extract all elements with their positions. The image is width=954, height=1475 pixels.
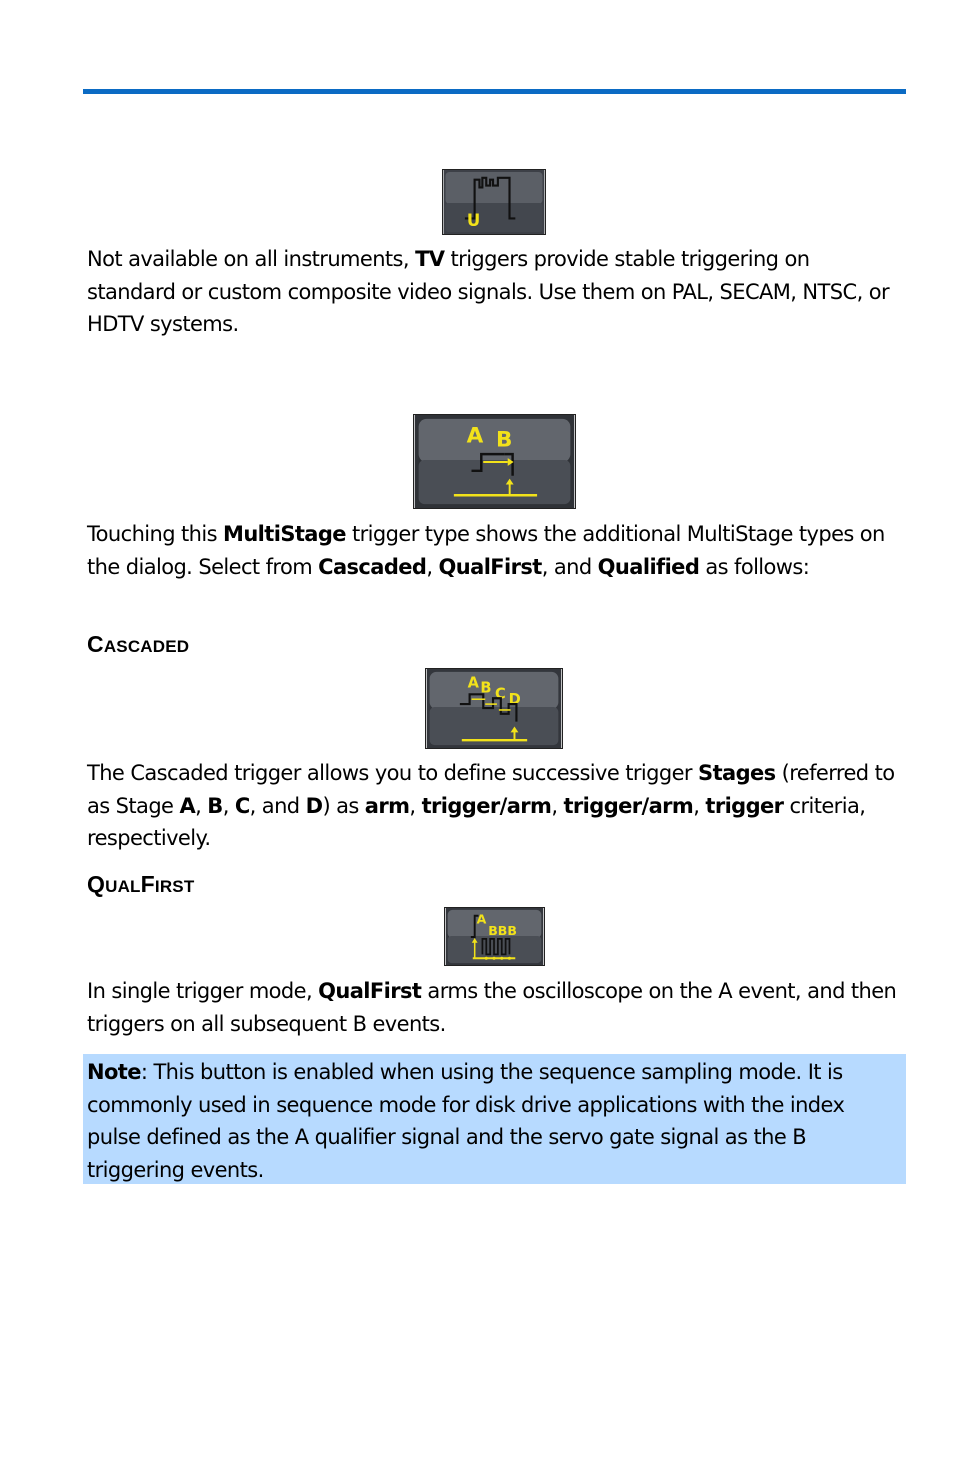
icon-label-c: C: [494, 685, 506, 703]
header-rule: [83, 89, 906, 94]
tv-description: Not available on all instruments, TV triggers provide stable triggering on standard or custom composite video signals. Use them on PAL, SECAM, NTSC, or HDTV systems.: [87, 247, 889, 336]
multistage-trigger-icon: [413, 414, 576, 509]
qualfirst-heading: QUALFIRST: [87, 871, 195, 897]
multistage-description: Touching this MultiStage trigger type shows the additional MultiStage types on the dialog. Select from Cascaded, QualFirst, and Qualified as follows:: [87, 522, 885, 579]
cascaded-heading: CASCADED: [87, 631, 190, 657]
svg-text:U: U: [466, 211, 481, 231]
cascaded-trigger-icon: [425, 668, 563, 749]
icon-label-bbb: BBB: [488, 923, 517, 939]
note-box: [83, 1054, 906, 1184]
icon-label-a: A: [476, 911, 487, 927]
icon-label-b: B: [480, 679, 492, 697]
icon-label-a: A: [467, 674, 479, 692]
qualfirst-trigger-icon: [444, 907, 545, 966]
tv-trigger-icon: [442, 169, 546, 235]
note-text: Note: This button is enabled when using the sequence sampling mode. It is commonly used in sequence mode for disk drive applications with the index pulse defined as the A qualifier signal and the servo gate signal as the B triggering events.: [87, 1060, 845, 1182]
icon-label-d: D: [508, 691, 521, 709]
cascaded-description: The Cascaded trigger allows you to define successive trigger Stages (referred to as Stage A, B, C, and D) as arm, trigger/arm, trigger/arm, trigger criteria, respectively.: [87, 761, 895, 850]
icon-label-b: B: [495, 427, 513, 453]
qualfirst-description: In single trigger mode, QualFirst arms the oscilloscope on the A event, and then triggers on all subsequent B events.: [87, 979, 897, 1036]
icon-label-a: A: [466, 423, 484, 449]
